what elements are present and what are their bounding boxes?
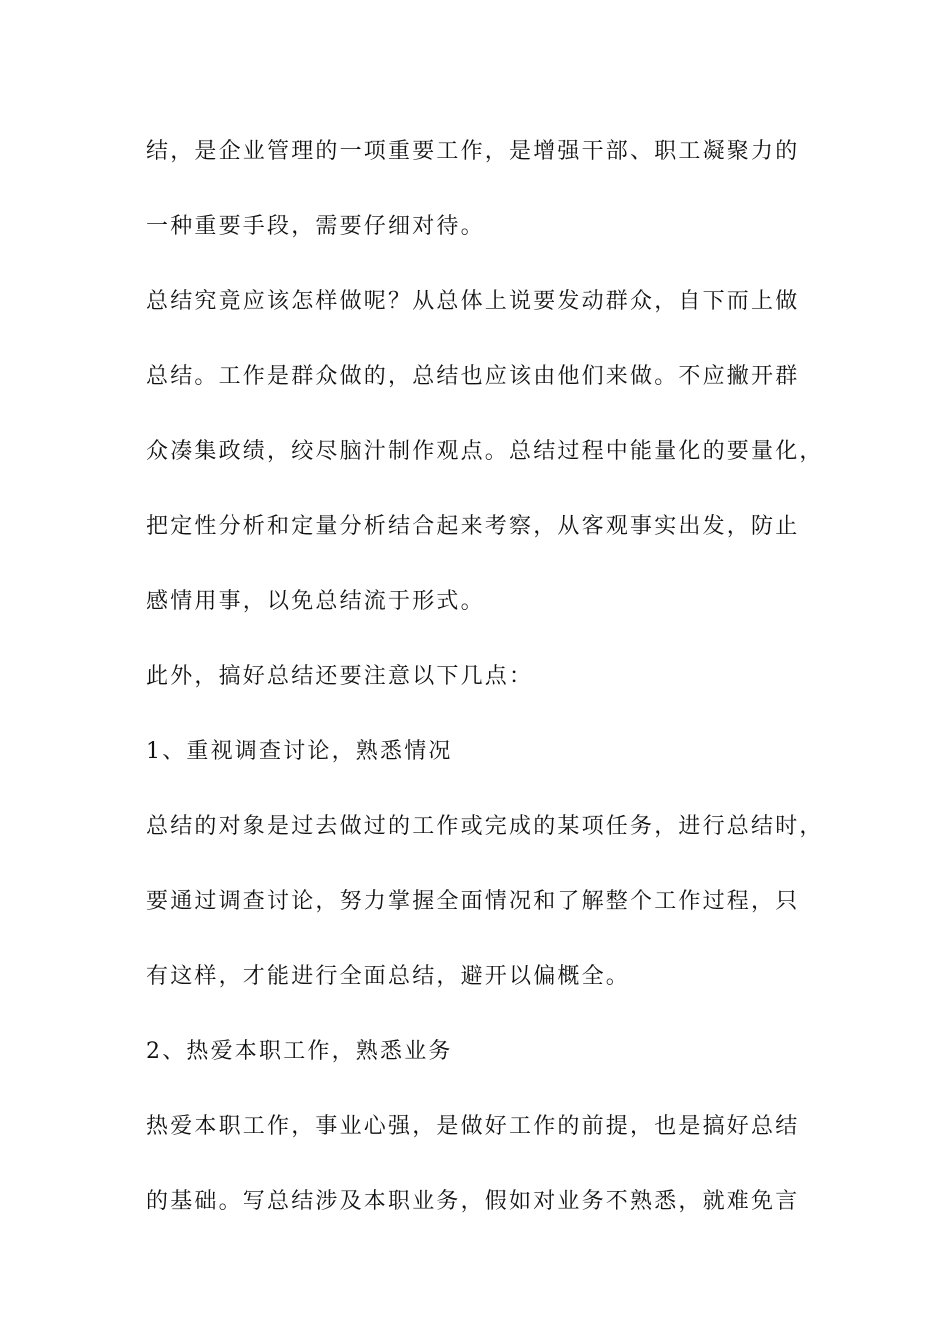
text-line: 把定性分析和定量分析结合起来考察，从客观事实出发，防止 xyxy=(146,514,800,539)
section-heading: 1、重视调查讨论，熟悉情况 xyxy=(146,739,453,764)
text-line: 结，是企业管理的一项重要工作，是增强干部、职工凝聚力的 xyxy=(146,139,800,164)
text-line: 热爱本职工作，事业心强，是做好工作的前提，也是搞好总结 xyxy=(146,1114,800,1139)
text-line: 此外，搞好总结还要注意以下几点： xyxy=(146,664,534,689)
text-line: 感情用事，以免总结流于形式。 xyxy=(146,589,485,614)
text-line: 要通过调查讨论，努力掌握全面情况和了解整个工作过程，只 xyxy=(146,889,800,914)
section-heading: 2、热爱本职工作，熟悉业务 xyxy=(146,1039,453,1064)
text-line: 总结。工作是群众做的，总结也应该由他们来做。不应撇开群 xyxy=(146,364,800,389)
text-line: 总结的对象是过去做过的工作或完成的某项任务，进行总结时， xyxy=(146,814,824,839)
text-line: 众凑集政绩，绞尽脑汁制作观点。总结过程中能量化的要量化， xyxy=(146,439,824,464)
text-line: 一种重要手段，需要仔细对待。 xyxy=(146,214,485,239)
text-line: 总结究竟应该怎样做呢？从总体上说要发动群众，自下而上做 xyxy=(146,289,800,314)
text-line: 有这样，才能进行全面总结，避开以偏概全。 xyxy=(146,964,631,989)
text-line: 的基础。写总结涉及本职业务，假如对业务不熟悉，就难免言 xyxy=(146,1189,800,1214)
